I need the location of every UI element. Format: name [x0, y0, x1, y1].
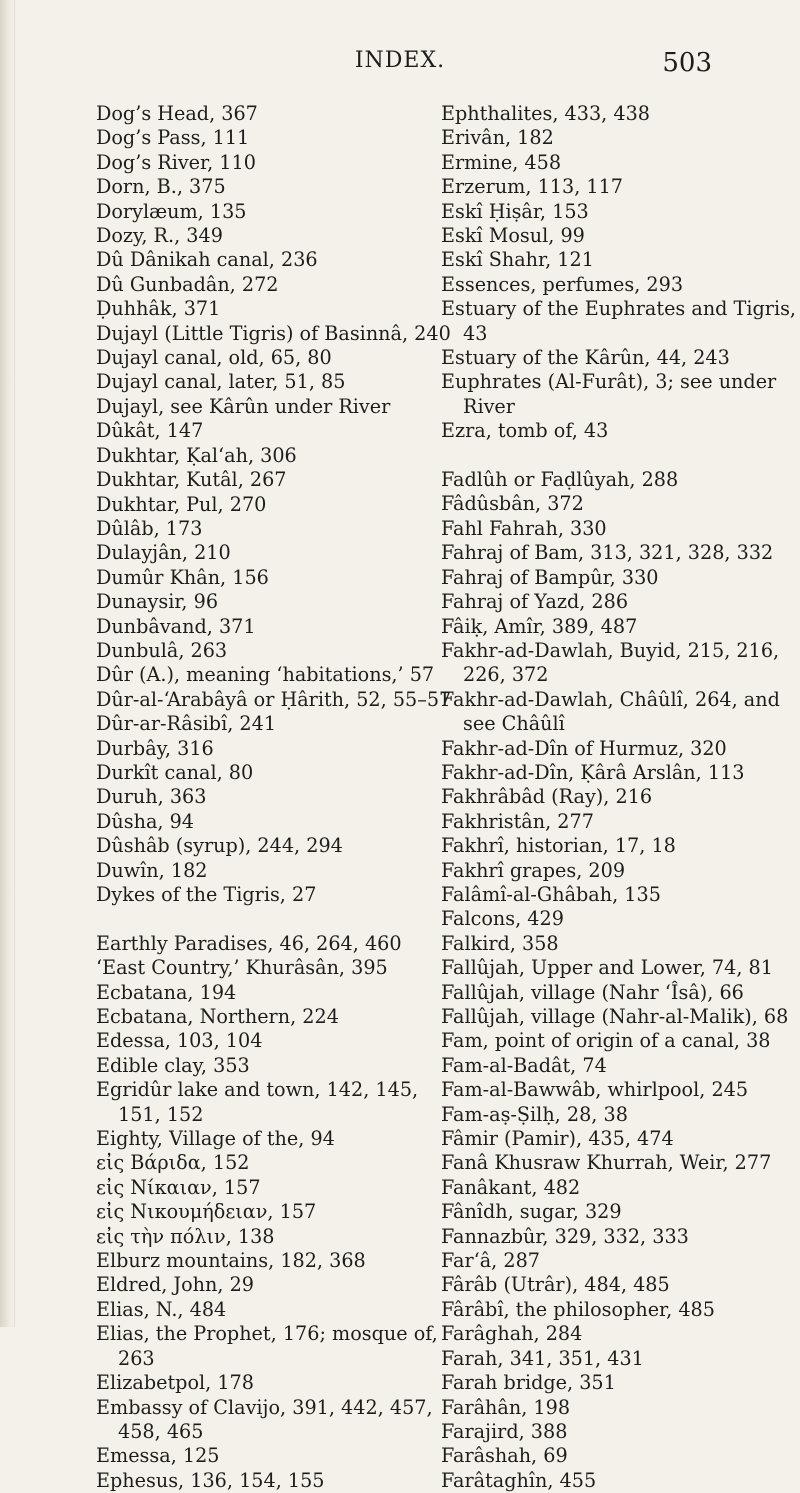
index-entry: Fakhr-ad-Dîn, Ḳârâ Arslân, 113: [441, 760, 745, 784]
index-entry: Fakhr-ad-Dawlah, Buyid, 215, 216, 226, 372: [441, 638, 780, 687]
index-entry: Farâhân, 198: [441, 1395, 571, 1419]
index-entry: Earthly Paradises, 46, 264, 460: [96, 931, 402, 955]
index-entry: Ecbatana, Northern, 224: [96, 1005, 339, 1029]
index-entry: Estuary of the Euphrates and Tigris, 43: [441, 297, 797, 345]
index-entry: εἰς Βάριδα, 152: [96, 1151, 250, 1175]
index-entry: Ermine, 458: [441, 150, 562, 174]
index-entry: Fannazbûr, 329, 332, 333: [441, 1224, 689, 1248]
index-entry: Fadlûh or Faḍlûyah, 288: [441, 468, 679, 492]
index-entry: Fahraj of Bampûr, 330: [441, 565, 659, 589]
index-entry: Dorylæum, 135: [96, 199, 247, 223]
index-entry: Fanâkant, 482: [441, 1175, 581, 1199]
index-entry: Dumûr Khân, 156: [96, 565, 269, 589]
index-entry: Dunbulâ, 263: [96, 638, 228, 662]
index-entry: Elburz mountains, 182, 368: [96, 1249, 366, 1273]
index-entry: Dukhtar, Ḳal‘ah, 306: [96, 443, 297, 467]
index-entry: Fanâ Khusraw Khurrah, Weir, 277: [441, 1151, 772, 1175]
index-entry: εἰς Νίκαιαν, 157: [96, 1175, 261, 1199]
index-entry: Eldred, John, 29: [96, 1273, 255, 1297]
index-entry: Fârâbî, the philosopher, 485: [441, 1297, 715, 1321]
index-column-left: [96, 102, 456, 1493]
index-entry: Dûsha, 94: [96, 809, 194, 833]
index-entry: Dû Dânikah canal, 236: [96, 248, 318, 272]
index-entry: Elias, N., 484: [96, 1297, 227, 1321]
index-entry: Erivân, 182: [441, 126, 554, 150]
index-entry: Fakhrâbâd (Ray), 216: [441, 785, 653, 809]
index-entry: Farâshah, 69: [441, 1444, 568, 1468]
index-entry: Dujayl canal, old, 65, 80: [96, 346, 332, 370]
index-entry: Dûr (A.), meaning ‘habitations,’ 57: [96, 663, 435, 687]
index-entry: Falcons, 429: [441, 907, 564, 931]
index-entry: Dunaysir, 96: [96, 590, 219, 614]
index-column-right: [441, 102, 797, 1493]
index-entry: Farâghah, 284: [441, 1322, 583, 1346]
index-entry: Dûlâb, 173: [96, 516, 203, 540]
section-gap: [96, 907, 456, 931]
index-entry: Eskî Ḥiṣâr, 153: [441, 199, 589, 223]
index-entry: Fahl Fahrah, 330: [441, 516, 607, 540]
index-entry: Farajird, 388: [441, 1419, 568, 1443]
index-entry: Edible clay, 353: [96, 1053, 250, 1077]
index-entry: Duruh, 363: [96, 785, 207, 809]
index-entry: Fahraj of Yazd, 286: [441, 590, 629, 614]
index-entry: Dûr-al-‘Arabâyâ or Ḥârith, 52, 55–57: [96, 687, 452, 711]
index-entry: Fakhrî grapes, 209: [441, 858, 626, 882]
index-entry: Dunbâvand, 371: [96, 614, 256, 638]
page-header: [0, 48, 800, 88]
index-entry: Dukhtar, Pul, 270: [96, 492, 267, 516]
index-entry: Erzerum, 113, 117: [441, 175, 624, 199]
index-entry: Dujayl, see Kârûn under River: [96, 394, 391, 418]
index-entry: Eskî Shahr, 121: [441, 248, 594, 272]
index-entry: Dorn, B., 375: [96, 175, 226, 199]
index-entry: Fâiḳ, Amîr, 389, 487: [441, 614, 638, 638]
index-entry: Dykes of the Tigris, 27: [96, 883, 317, 906]
index-entry: Ḍuhhâk, 371: [96, 297, 221, 321]
page-number: 503: [662, 48, 712, 78]
section-gap: [441, 444, 797, 468]
index-entry: Dukhtar, Kutâl, 267: [96, 468, 287, 492]
index-entry: Duwîn, 182: [96, 858, 208, 882]
index-entry: Fam-al-Bawwâb, whirlpool, 245: [441, 1078, 749, 1102]
index-entry: Dog’s Pass, 111: [96, 126, 250, 150]
index-entry: Egridûr lake and town, 142, 145, 151, 152: [96, 1078, 419, 1126]
index-entry: Fânîdh, sugar, 329: [441, 1200, 622, 1224]
index-entry: Farah, 341, 351, 431: [441, 1346, 644, 1370]
index-entry: Embassy of Clavijo, 391, 442, 457, 458, 465: [96, 1395, 433, 1443]
index-entry: Euphrates (Al-Furât), 3; see under River: [441, 370, 777, 418]
index-entry: Falkird, 358: [441, 931, 559, 955]
index-entry: Fakhr-ad-Dîn of Hurmuz, 320: [441, 736, 727, 760]
index-entry: Fahraj of Bam, 313, 321, 328, 332: [441, 541, 774, 565]
index-entry: Dujayl (Little Tigris) of Basinnâ, 240: [96, 321, 451, 345]
index-entry: Dujayl canal, later, 51, 85: [96, 370, 346, 394]
index-entry: Ecbatana, 194: [96, 980, 237, 1004]
index-entry: εἰς Νικουμήδειαν, 157: [96, 1200, 317, 1224]
index-entry: Far‘â, 287: [441, 1249, 540, 1273]
index-entry: εἰς τὴν πόλιν, 138: [96, 1224, 275, 1248]
index-entry: Elizabetpol, 178: [96, 1371, 254, 1395]
index-entry: Fakhr-ad-Dawlah, Châûlî, 264, and see Châûlî: [441, 687, 780, 736]
index-entry: Dûr-ar-Râsibî, 241: [96, 712, 277, 736]
page-binding-edge: [0, 0, 15, 1327]
index-entry: Farah bridge, 351: [441, 1371, 616, 1395]
index-entry: Dog’s River, 110: [96, 150, 256, 174]
index-entry: Ezra, tomb of, 43: [441, 419, 609, 443]
index-entry: Emessa, 125: [96, 1444, 220, 1468]
running-head: INDEX.: [354, 48, 446, 73]
index-entry: Fam, point of origin of a canal, 38: [441, 1029, 771, 1053]
index-entry: Fam-al-Badât, 74: [441, 1053, 607, 1077]
index-entry: Dog’s Head, 367: [96, 102, 258, 125]
index-entry: Dû Gunbadân, 272: [96, 272, 279, 296]
index-entry: Fârâb (Utrâr), 484, 485: [441, 1273, 670, 1297]
index-entry: Dûkât, 147: [96, 419, 204, 443]
index-entry: Durkît canal, 80: [96, 760, 254, 784]
index-entry: Farâtaghîn, 455: [441, 1468, 597, 1492]
index-entry: Fâmir (Pamir), 435, 474: [441, 1127, 674, 1151]
index-entry: Eighty, Village of the, 94: [96, 1127, 335, 1151]
index-entry: Ephesus, 136, 154, 155: [96, 1468, 325, 1492]
index-entry: Edessa, 103, 104: [96, 1029, 263, 1053]
index-entry: Ephthalites, 433, 438: [441, 102, 650, 125]
index-entry: Dûshâb (syrup), 244, 294: [96, 834, 343, 858]
index-entry: Estuary of the Kârûn, 44, 243: [441, 346, 730, 370]
index-entry: Fakhrî, historian, 17, 18: [441, 834, 676, 858]
index-entry: Fakhristân, 277: [441, 809, 594, 833]
index-entry: Fâdûsbân, 372: [441, 492, 584, 516]
index-entry: Durbây, 316: [96, 736, 214, 760]
index-entry: ‘East Country,’ Khurâsân, 395: [96, 956, 388, 980]
index-entry: Essences, perfumes, 293: [441, 272, 684, 296]
index-entry: Fam-aṣ-Ṣilḥ, 28, 38: [441, 1102, 628, 1126]
index-entry: Fallûjah, village (Nahr-al-Malik), 68: [441, 1005, 789, 1029]
index-entry: Dulayjân, 210: [96, 541, 231, 565]
index-entry: Fallûjah, Upper and Lower, 74, 81: [441, 956, 773, 980]
index-entry: Eskî Mosul, 99: [441, 224, 585, 248]
index-entry: Dozy, R., 349: [96, 224, 223, 248]
index-entry: Fallûjah, village (Nahr ‘Îsâ), 66: [441, 980, 744, 1004]
index-entry: Elias, the Prophet, 176; mosque of, 263: [96, 1322, 438, 1370]
index-entry: Falâmî-al-Ghâbah, 135: [441, 882, 661, 906]
